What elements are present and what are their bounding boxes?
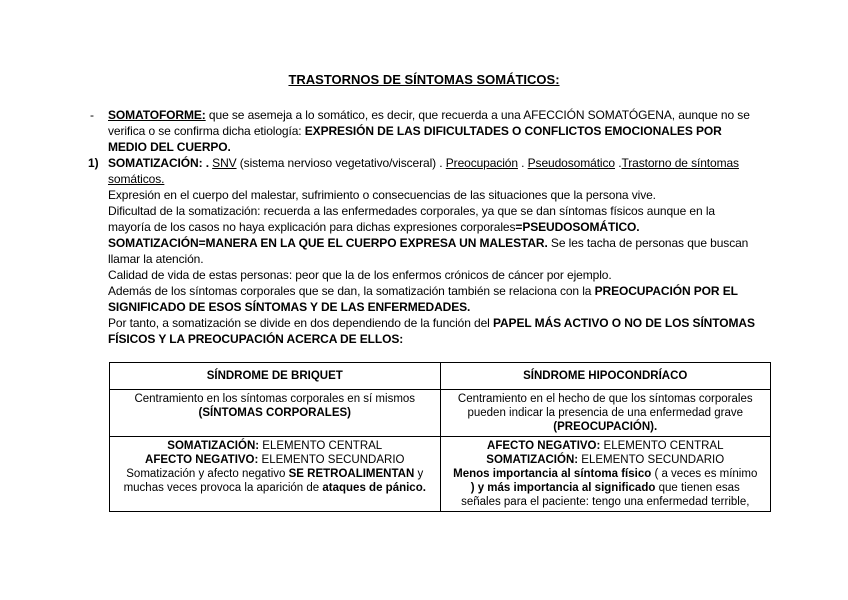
portanto-line-1 — [108, 316, 755, 330]
hipo-focus-cell — [440, 390, 771, 437]
table-row — [110, 437, 771, 512]
hipo-elements-cell — [440, 437, 771, 512]
hipo-line-1 — [445, 439, 767, 453]
hipo-focus-bold: (PREOCUPACIÓN). — [553, 421, 658, 433]
somatoforme-text-2: verifica o se confirma dicha etiología: — [108, 124, 305, 138]
ademas-text: Además de los síntomas corporales que se dan, la somatización también se relaciona con la — [108, 284, 595, 298]
trastorno-term: Trastorno de síntomas — [621, 156, 739, 170]
bold-label: SOMATIZACIÓN: — [167, 440, 260, 452]
briquet-focus-bold: (SÍNTOMAS CORPORALES) — [198, 407, 351, 419]
briquet-focus-text: Centramiento en los síntomas corporales en sí mismos — [134, 393, 416, 405]
somatizacion-label: SOMATIZACIÓN: . — [108, 156, 209, 170]
cell-text: ELEMENTO CENTRAL — [600, 440, 724, 452]
expresion-line: Expresión en el cuerpo del malestar, sufrimiento o consecuencias de las situaciones que la persona vive. — [108, 188, 656, 202]
manera-line — [108, 236, 748, 250]
cell-text: que tienen esas — [655, 482, 740, 494]
somatoforme-term: SOMATOFORME: — [108, 108, 206, 122]
hipo-line-4 — [445, 481, 767, 495]
briquet-line-2 — [114, 453, 436, 467]
pseudosomatico-bold: =PSEUDOSOMÁTICO. — [515, 220, 640, 234]
dificultad-line-2 — [108, 220, 640, 234]
syndrome-table — [109, 362, 771, 512]
cell-text: muchas veces provoca la aparición de — [123, 482, 323, 494]
cell-text: ELEMENTO CENTRAL — [259, 440, 383, 452]
portanto-text: Por tanto, a somatización se divide en dos dependiendo de la función del — [108, 316, 493, 330]
bold-label: AFECTO NEGATIVO: — [487, 440, 601, 452]
bold-label: SOMATIZACIÓN: — [486, 454, 579, 466]
calidad-line: Calidad de vida de estas personas: peor que la de los enfermos crónicos de cáncer por ejemplo. — [108, 268, 612, 282]
separator: . — [517, 156, 528, 170]
bold-label: AFECTO NEGATIVO: — [145, 454, 259, 466]
trastorno-term-cont: somáticos. — [108, 172, 165, 186]
preocupacion-term: Preocupación — [445, 156, 518, 170]
item-number: 1) — [88, 156, 99, 170]
cell-text: ELEMENTO SECUNDARIO — [578, 454, 725, 466]
manera-rest: Se les tacha de personas que buscan — [547, 236, 749, 250]
somatoforme-line-2 — [108, 124, 722, 138]
pseudosomatico-term: Pseudosomático — [527, 156, 615, 170]
briquet-line-1 — [114, 439, 436, 453]
bold-label: ataques de pánico. — [322, 482, 426, 494]
bold-label: ) y más importancia al significado — [470, 482, 656, 494]
briquet-line-3 — [114, 467, 436, 481]
cell-text: y — [414, 468, 424, 480]
hipo-line-2 — [445, 453, 767, 467]
cell-text: ELEMENTO SECUNDARIO — [258, 454, 405, 466]
manera-bold: SOMATIZACIÓN=MANERA EN LA QUE EL CUERPO EXPRESA UN MALESTAR. — [108, 236, 548, 250]
snv-term: SNV — [212, 156, 237, 170]
portanto-bold-1: PAPEL MÁS ACTIVO O NO DE LOS SÍNTOMAS — [492, 316, 755, 330]
table-row — [110, 390, 771, 437]
dificultad-text: mayoría de los casos no haya explicación para dichas expresiones corporales — [108, 220, 516, 234]
dificultad-line-1: Dificultad de la somatización: recuerda a las enfermedades corporales, ya que se dan síntomas físicos aunque en la — [108, 204, 715, 218]
separator: . — [614, 156, 622, 170]
briquet-elements-cell — [110, 437, 441, 512]
somatizacion-header-line — [108, 156, 739, 170]
snv-desc: (sistema nervioso vegetativo/visceral) . — [236, 156, 446, 170]
ademas-line-2: SIGNIFICADO DE ESOS SÍNTOMAS Y DE LAS ENFERMEDADES. — [108, 300, 471, 314]
somatoforme-text-1: que se asemeja a lo somático, es decir, que recuerda a una AFECCIÓN SOMATÓGENA, aunque no se — [205, 108, 750, 122]
table-header-row — [110, 363, 771, 390]
hipo-line-3 — [445, 467, 767, 481]
hipo-line-5: señales para el paciente: tengo una enfermedad terrible, — [461, 496, 750, 508]
hipo-focus-text-1: Centramiento en el hecho de que los síntomas corporales — [457, 393, 753, 405]
bold-label: Menos importancia al síntoma físico — [453, 468, 652, 480]
somatoforme-bold-2: EXPRESIÓN DE LAS DIFICULTADES O CONFLICTOS EMOCIONALES POR — [304, 124, 722, 138]
bullet-dash: - — [90, 108, 94, 122]
ademas-bold-1: PREOCUPACIÓN POR EL — [594, 284, 738, 298]
hipo-focus-text-2: pueden indicar la presencia de una enfermedad grave — [467, 407, 744, 419]
somatoforme-line-1 — [108, 108, 750, 122]
briquet-focus-cell — [110, 390, 441, 437]
ademas-line-1 — [108, 284, 738, 298]
header-briquet: SÍNDROME DE BRIQUET — [110, 363, 441, 390]
portanto-line-2: FÍSICOS Y LA PREOCUPACIÓN ACERCA DE ELLOS: — [108, 332, 404, 346]
cell-text: Somatización y afecto negativo — [126, 468, 289, 480]
cell-text: ( a veces es mínimo — [651, 468, 758, 480]
somatoforme-line-3: MEDIO DEL CUERPO. — [108, 140, 231, 154]
briquet-line-4 — [114, 481, 436, 495]
bold-label: SE RETROALIMENTAN — [288, 468, 415, 480]
header-hipocondriaco: SÍNDROME HIPOCONDRÍACO — [440, 363, 771, 390]
page-title: TRASTORNOS DE SÍNTOMAS SOMÁTICOS: — [288, 72, 560, 87]
llamar-line: llamar la atención. — [108, 252, 204, 266]
